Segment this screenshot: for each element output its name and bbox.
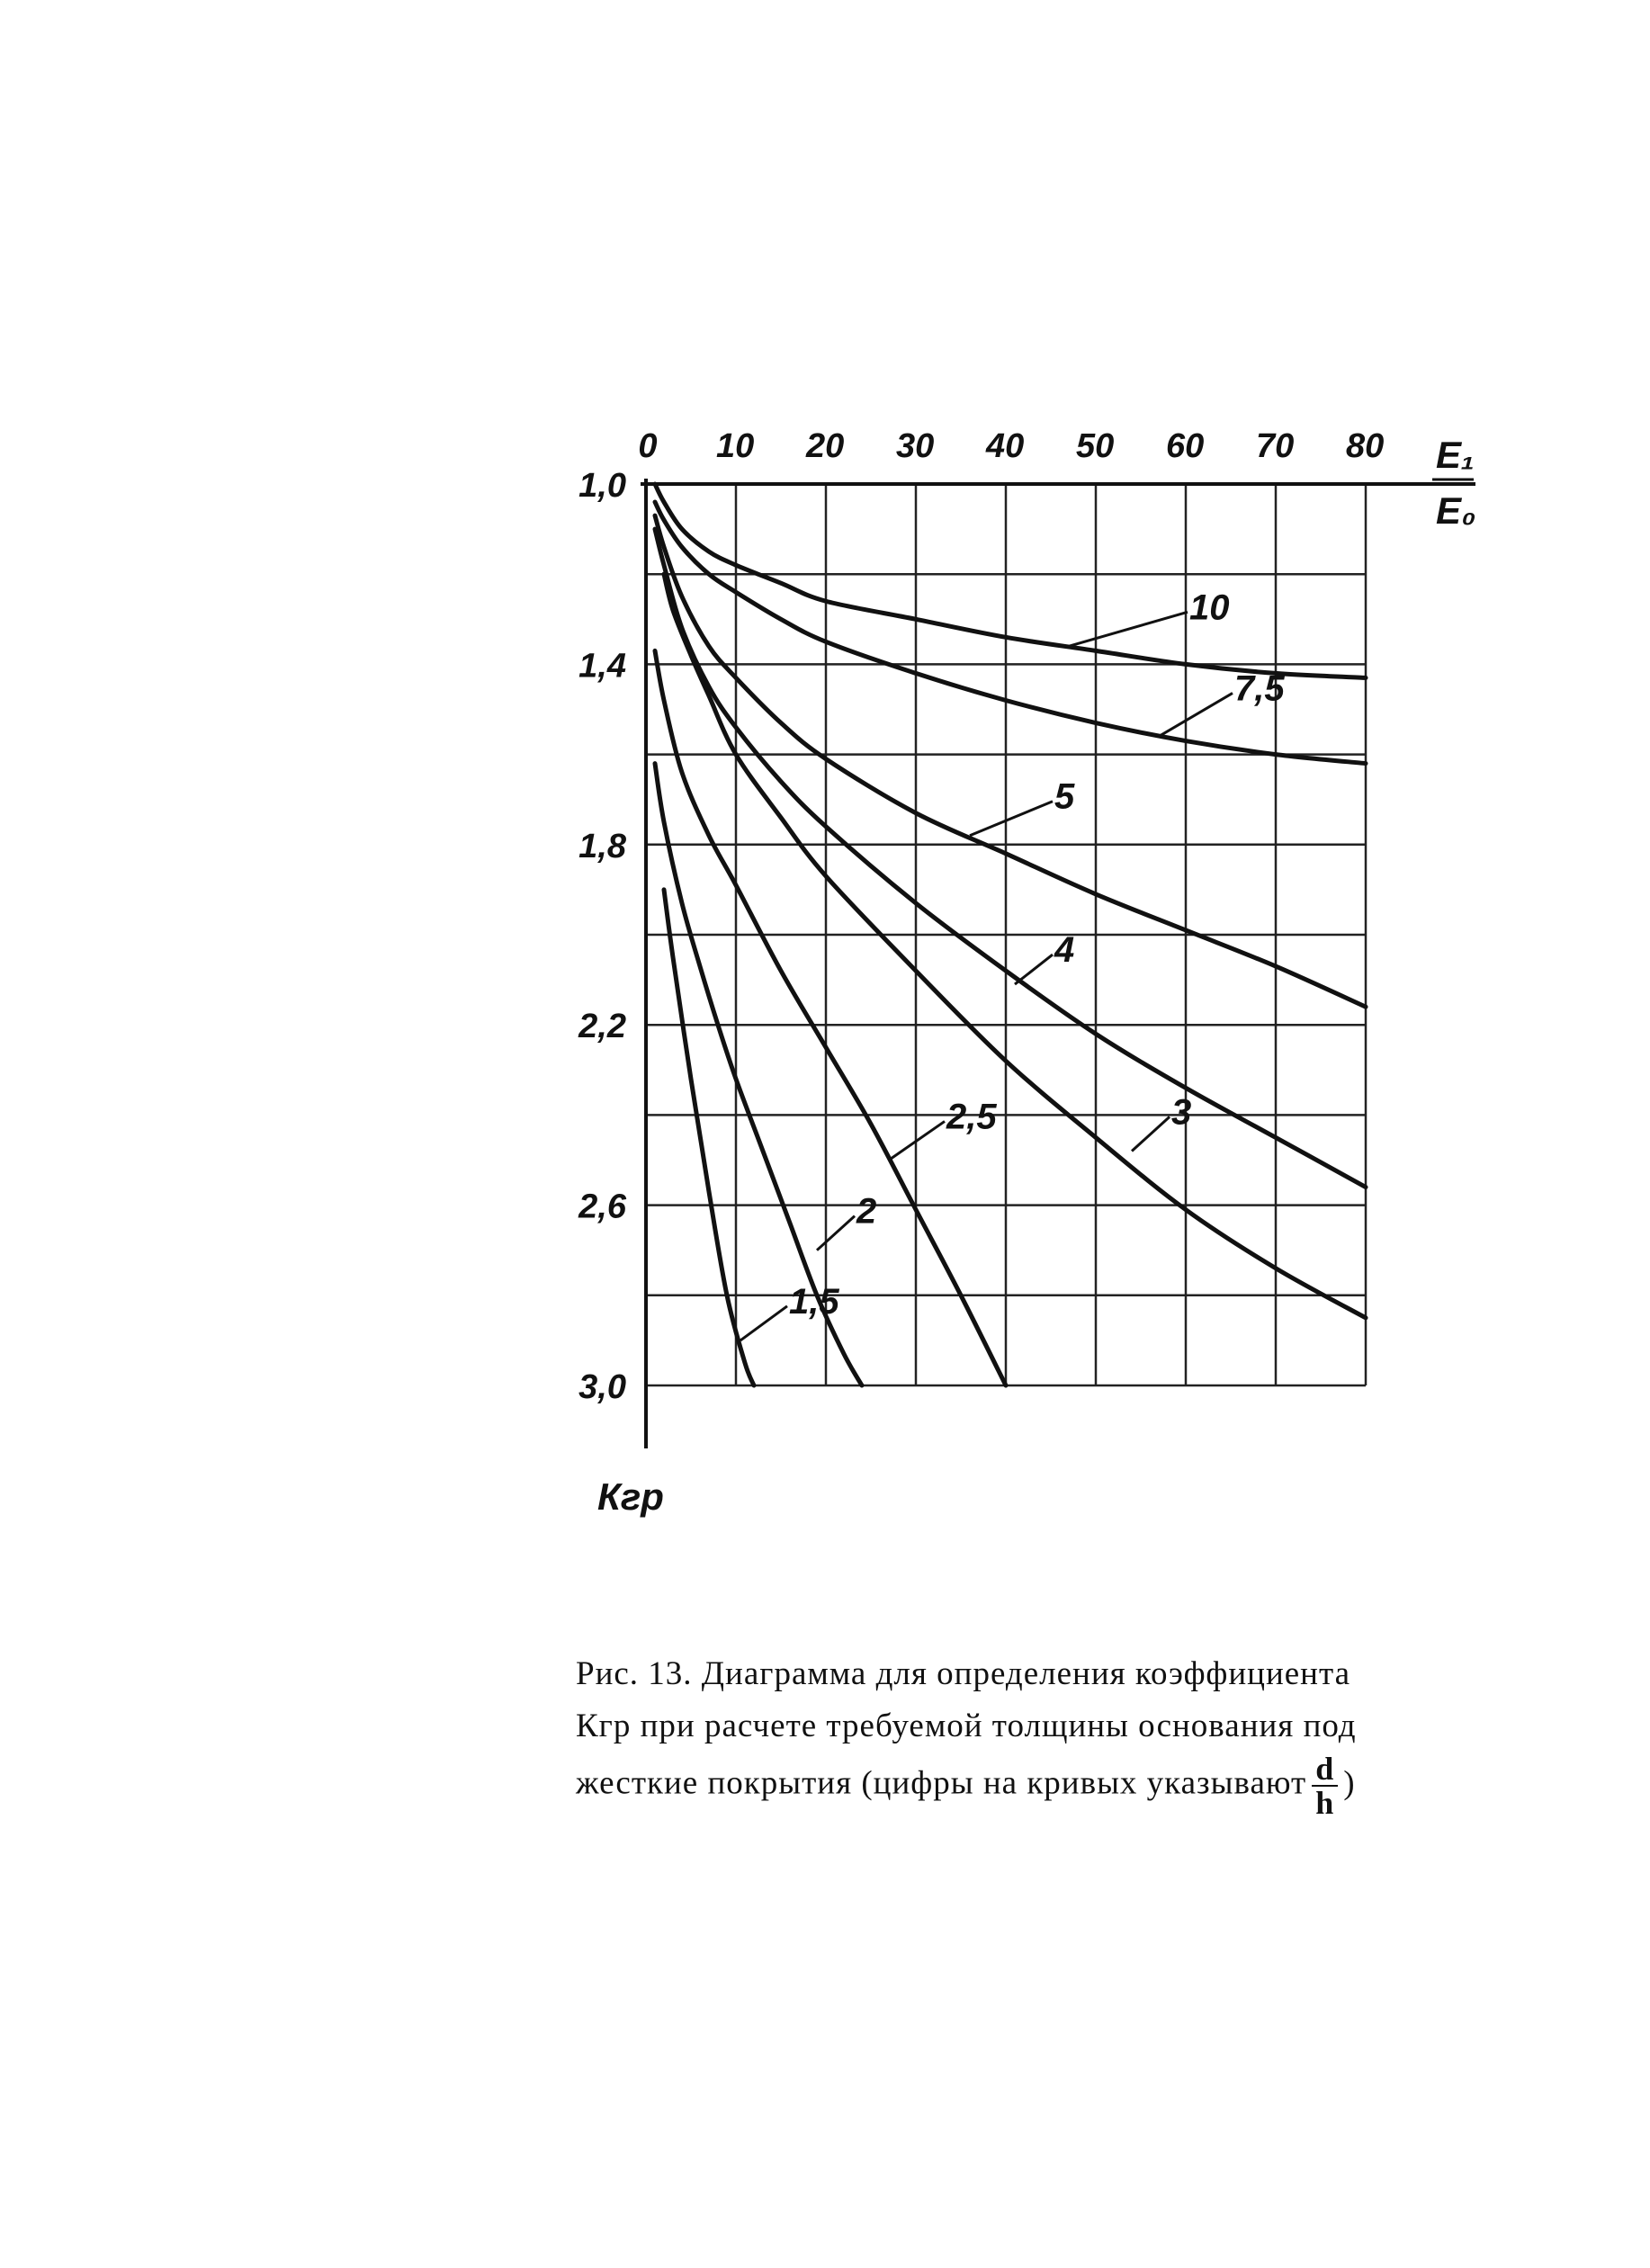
- curve-10: [655, 484, 1366, 677]
- y-tick-label: 1,0: [578, 467, 626, 505]
- leader-line: [1132, 1116, 1170, 1151]
- leader-line: [817, 1216, 855, 1251]
- grid: [646, 484, 1366, 1385]
- curve-4: [655, 529, 1366, 1187]
- curve-label-3: 3: [1171, 1092, 1192, 1133]
- figure-caption: [576, 1648, 1484, 1819]
- leader-line: [1015, 955, 1053, 984]
- x-tick-label: 10: [716, 427, 755, 465]
- d-over-h-fraction: [1312, 1753, 1338, 1819]
- leader-line: [1069, 612, 1188, 646]
- x-tick-label: 0: [638, 427, 658, 465]
- fraction-denominator: h: [1315, 1785, 1335, 1821]
- fraction-numerator: d: [1312, 1753, 1338, 1787]
- x-tick-label: 40: [986, 427, 1025, 465]
- curve-label-4: 4: [1054, 930, 1075, 971]
- leader-line: [1159, 693, 1233, 736]
- x-tick-label: 50: [1076, 427, 1115, 465]
- x-tick-label: 30: [896, 427, 935, 465]
- y-tick-label: 2,2: [578, 1008, 626, 1046]
- curve-label-1-5: 1,5: [789, 1281, 839, 1322]
- leader-line: [740, 1306, 787, 1340]
- curve-1-5: [664, 890, 754, 1385]
- caption-line-3: [576, 1753, 1484, 1819]
- x-axis-title-numerator: E₁: [1436, 434, 1475, 476]
- x-axis-title-denominator: E₀: [1436, 489, 1476, 532]
- curve-label-2: 2: [856, 1191, 877, 1232]
- caption-close-paren: ): [1343, 1764, 1356, 1802]
- axis-titles: [597, 434, 1476, 1518]
- curve-label-10: 10: [1189, 587, 1230, 628]
- y-tick-label: 3,0: [578, 1368, 626, 1406]
- curve-7-5: [655, 502, 1366, 764]
- curve-label-7-5: 7,5: [1234, 668, 1285, 709]
- caption-line-1: Рис. 13. Диаграмма для определения коэффициента: [576, 1655, 1351, 1692]
- leader-line: [970, 802, 1053, 836]
- y-tick-label: 1,4: [578, 647, 626, 686]
- curve-label-2-5: 2,5: [946, 1097, 997, 1137]
- caption-line-3-text: жесткие покрытия (цифры на кривых указывают: [576, 1764, 1307, 1802]
- curve-label-5: 5: [1054, 776, 1075, 817]
- x-tick-label: 60: [1166, 427, 1205, 465]
- x-tick-label: 20: [806, 427, 845, 465]
- y-tick-label: 2,6: [578, 1188, 626, 1226]
- y-axis-title: Кгр: [597, 1475, 664, 1518]
- x-tick-label: 70: [1256, 427, 1295, 465]
- x-tick-label: 80: [1346, 427, 1385, 465]
- y-tick-label: 1,8: [578, 827, 626, 865]
- caption-line-2: Кгр при расчете требуемой толщины основания под: [576, 1708, 1357, 1744]
